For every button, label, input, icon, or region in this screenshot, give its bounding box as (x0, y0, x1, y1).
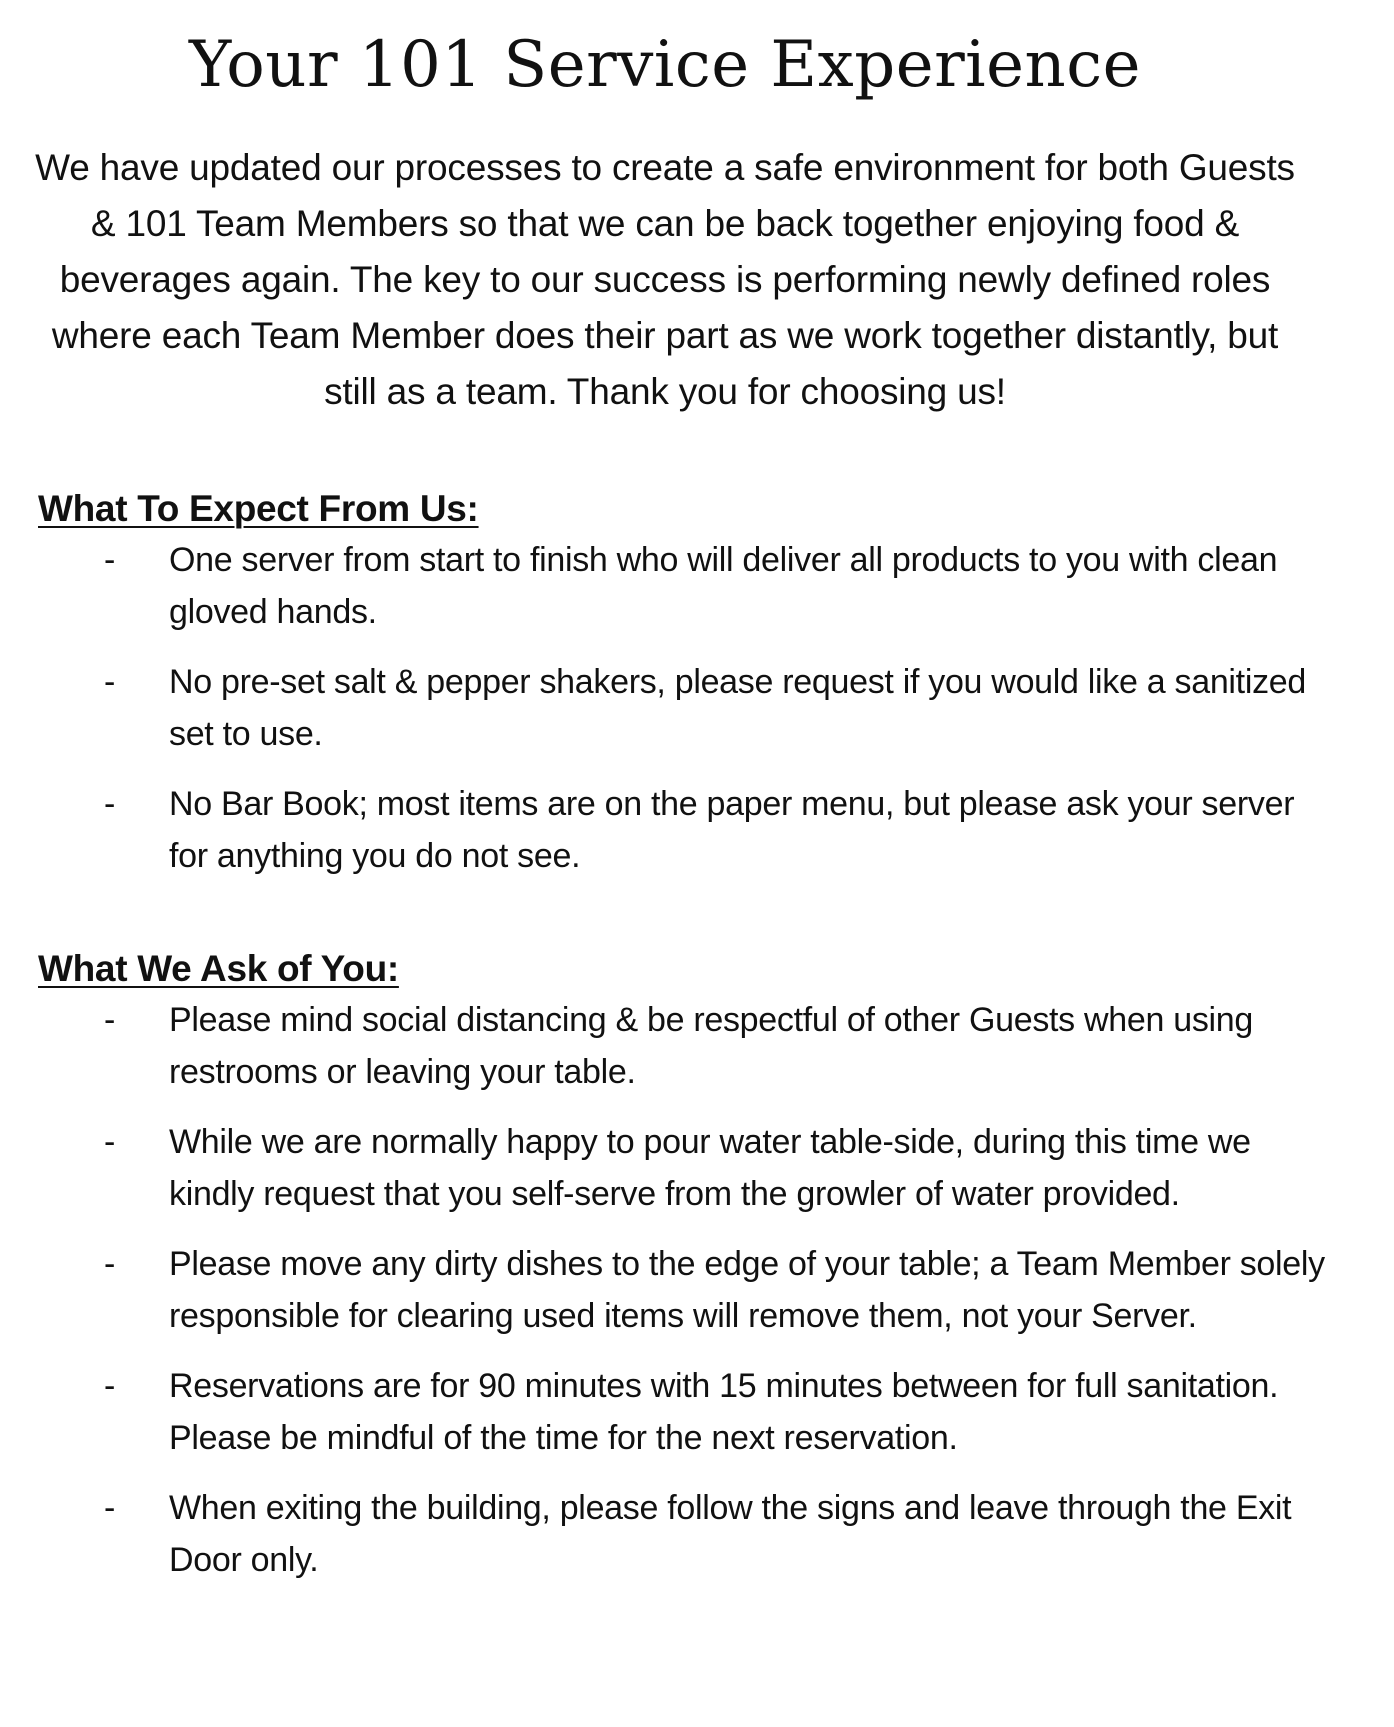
list-item (38, 534, 1329, 638)
list-item-text: One server from start to finish who will deliver all products to you with clean gloved hands. (169, 541, 1278, 631)
dash-bullet: - (104, 663, 116, 701)
intro-paragraph: We have updated our processes to create a safe environment for both Guests & 101 Team Members so that we can be back together enjoying food & beverages again. The key to our success is performing newly defined roles where each Team Member does their part as we work together distantly, but still as a team. Thank you for choosing us! (35, 147, 1295, 412)
section-heading: What We Ask of You: (38, 948, 399, 989)
list-item (38, 1238, 1329, 1342)
dash-bullet: - (104, 541, 116, 579)
list-item (38, 778, 1329, 882)
page-title: Your 101 Service Experience (189, 28, 1141, 102)
ask-list (38, 994, 1338, 1586)
section-heading: What To Expect From Us: (38, 488, 479, 529)
dash-bullet: - (104, 1489, 116, 1527)
list-item-text: While we are normally happy to pour water table-side, during this time we kindly request that you self-serve from the growler of water provided. (169, 1123, 1251, 1213)
list-item (38, 994, 1329, 1098)
ask-of-you-section (38, 944, 1338, 1604)
dash-bullet: - (104, 1123, 116, 1161)
list-item-text: No pre-set salt & pepper shakers, please request if you would like a sanitized set to use. (169, 663, 1307, 753)
list-item (38, 1360, 1329, 1464)
dash-bullet: - (104, 1367, 116, 1405)
expect-from-us-section (38, 484, 1338, 900)
expect-list (38, 534, 1338, 882)
dash-bullet: - (104, 785, 116, 823)
list-item-text: No Bar Book; most items are on the paper menu, but please ask your server for anything you do not see. (169, 785, 1295, 875)
list-item (38, 1116, 1329, 1220)
list-item-text: Please mind social distancing & be respectful of other Guests when using restrooms or leaving your table. (169, 1001, 1254, 1091)
dash-bullet: - (104, 1245, 116, 1283)
list-item (38, 656, 1329, 760)
list-item-text: When exiting the building, please follow the signs and leave through the Exit Door only. (169, 1489, 1292, 1579)
list-item-text: Please move any dirty dishes to the edge of your table; a Team Member solely responsible for clearing used items will remove them, not your Server. (169, 1245, 1325, 1335)
list-item-text: Reservations are for 90 minutes with 15 minutes between for full sanitation. Please be mindful of the time for the next reservation. (169, 1367, 1279, 1457)
list-item (38, 1482, 1329, 1586)
dash-bullet: - (104, 1001, 116, 1039)
